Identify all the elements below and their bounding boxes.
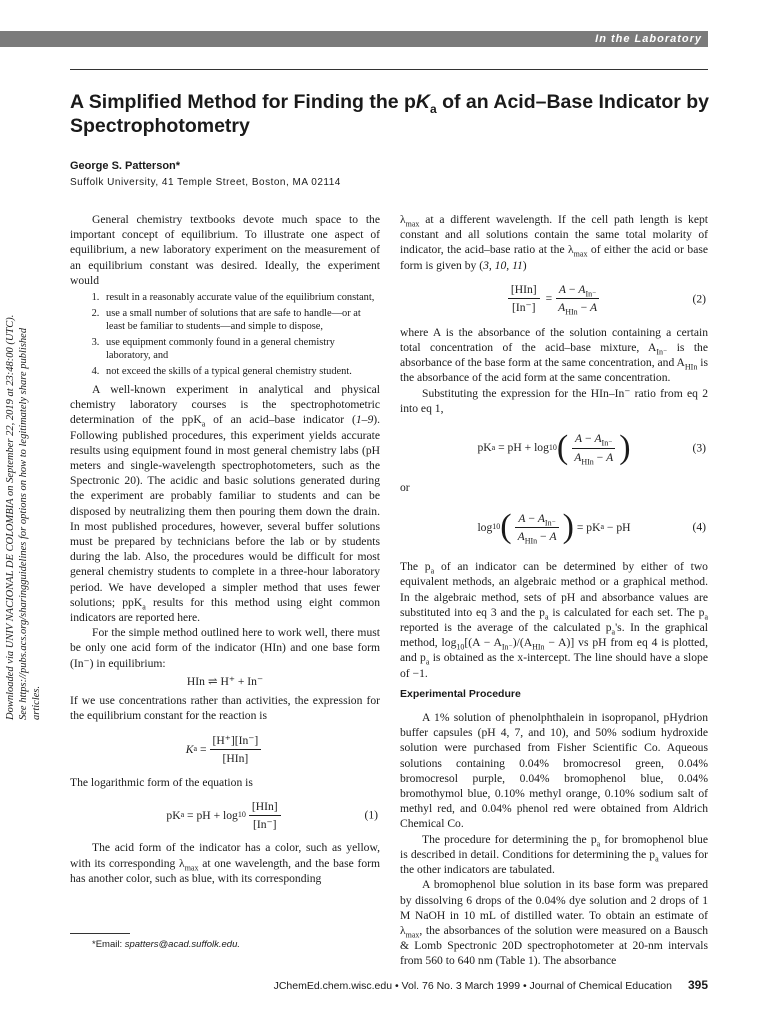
author-affiliation: Suffolk University, 41 Temple Street, Boston, MA 02114 [70,177,341,188]
intro-paragraph: General chemistry textbooks devote much space to the important concept of equilibrium. To illustrate one aspect of equilibrium, a new laboratory experiment on the measurement of an equilibrium constant was desired. Ideally, the experiment would [70,213,380,287]
equation-1: pK a = pH + log 10 $\frac{\text{[HIn]}}{[In^-]}$ (1) [166,799,378,831]
equation-number-1: (1) [364,808,378,822]
criteria-list [70,291,380,378]
title-k-symbol: K [415,91,430,113]
log-form-paragraph: The logarithmic form of the equation is [70,776,253,790]
criteria-item: 4. not exceed the skills of a typical general chemistry student. [102,365,380,378]
download-notice-sidebar [4,300,43,720]
left-column [70,212,380,886]
right-column [400,212,708,969]
equilibrium-paragraph: For the simple method outlined here to work well, there must be only one acid form of the indicator (HIn) and one base form (In⁻) in equilibrium: [70,626,380,670]
absorbance-definition-paragraph: where A is the absorbance of the solution containing a certain total concentration of the acid–base mixture, $A_{In^-}$ is the absorbance of the base form at the same concentration, and $A_{HIn}$ is the absorbance of the acid form at the same concentration. [400,325,708,385]
constant-paragraph: If we use concentrations rather than activities, the expression for the equilibrium constant for the reaction is [70,693,380,723]
section-header-bar [0,31,708,47]
methods-paragraph: The $p_a$ of an indicator can be determined by either of two equivalent methods, an algebraic method or a graphical method. In the algebraic method, sets of pH and absorbance values are substituted into eq 3 and the $p_a$ is calculated for each set. The $p_a$ reported is the average of the calculated $p_a's$. In the graphical method, $\log_{10}[(A - A_{In^-})/(A_{HIn} - A)]$ vs pH from eq 4 is plotted, and $p_a$ is obtained as the x-intercept. The line should have a slope of −1. [400,560,709,680]
procedure-detail-paragraph: A bromophenol blue solution in its base form was prepared by dissolving 6 drops of the 0.04% dye solution and 2 drops of 1 M NaOH in 10 mL of distilled water. To obtain an estimate of $\lambda_{max}$, the absorbances of the solution were measured on a Bausch & Lomb Spectronic 20D spectrophotometer at 20-nm intervals from 560 to 640 nm (Table 1). The absorbance [400,878,708,968]
ratio-paragraph: $\lambda_{max}$ at a different wavelength. If the cell path length is kept constant and all solutions contain the same total molarity of indicator, the acid–base ratio at the $\lambda_{max}$ of either the acid or base form is given by (3, 10, 11) [400,213,708,272]
equation-number-2: (2) [692,292,706,306]
title-a-subscript: a [430,101,437,116]
equilibrium-constant-equation: K a = $\frac{[H^+][In^-]}{\text{[HIn]}}$ [70,723,380,775]
materials-paragraph: A 1% solution of phenolphthalein in isopropanol, pHydrion buffer capsules (pH 4, 7, and 10), and 50% sodium hydroxide solution were purchased from Fisher Scientific Co. Aqueous solutions containing 0.04% bromocresol green, 0.04% bromocresol purple, 0.04% bromophenol blue, 0.04% bromothymol blue, 0.10% methyl orange, 0.10% sodium salt of methyl red, and 0.04% phenol red were obtained from Aldrich Chemical Co. [400,711,708,831]
equation-2: $\frac{\text{[HIn]}}{[In^-]}$ = $\frac{A - A_{In^-}}{A_{HIn} - A}$ (2) [400,273,708,325]
equation-4: log 10 ( $\frac{A - A_{In^-}}{A_{HIn} - A}$ ) = pK a − pH (4) [477,508,706,546]
page-number: 395 [687,978,708,992]
footnote: *Email: spatters@acad.suffolk.edu. [92,939,240,950]
criteria-item: 1. result in a reasonably accurate value of the equilibrium constant, [102,291,380,304]
title-text-start: A Simplified Method for Finding the p [70,91,416,113]
journal-citation: JChemEd.chem.wisc.edu • Vol. 76 No. 3 March 1999 • Journal of Chemical Education [273,980,672,992]
or-text: or [400,481,410,495]
color-paragraph: The acid form of the indicator has a color, such as yellow, with its corresponding $\lambda_{max}$ at one wavelength, and the base form has another color, such as blue, with its corresponding [70,841,380,885]
article-title [70,90,710,138]
download-notice-line-1: Downloaded via UNIV NACIONAL DE COLOMBIA on September 22, 2019 at 23:48:00 (UTC). [5,314,16,720]
footnote-divider [70,933,130,934]
experimental-procedure-heading: Experimental Procedure [400,687,521,700]
background-paragraph: A well-known experiment in analytical and physical chemistry laboratory courses is the spectrophotometric determination of the ppK$_a$ of an acid–base indicator (1–9). Following published procedures, this experiment yields accurate results using equipment found in most general chemistry labs (pH meters and single-wavelength spectrophotometers, such as the Spectronic 20). The acidic and basic solutions generated during the experiment are probably familiar to students and can be disposed by neutralizing them then pouring them down the drain. In most published procedures, however, several buffer solutions must be prepared by technicians before the lab or by students during the lab. Also, the procedures would be difficult for most general chemistry students to complete in a three-hour laboratory period. We have developed a simpler method that uses fewer solutions; ppK$_a$ results for this method using eight common indicators are reported here. [70,383,380,625]
top-divider [70,69,708,70]
equation-3: pK a = pH + log 10 ( $\frac{A - A_{In^-}}{A_{HIn} - A}$ ) (3) [477,429,706,467]
equation-number-3: (3) [692,441,706,455]
author-name: George S. Patterson* [70,160,181,172]
title-text-end: of an Acid–Base Indicator by Spectrophotometry [70,91,710,137]
substitution-paragraph: Substituting the expression for the HIn–In⁻ ratio from eq 2 into eq 1, [400,386,708,415]
download-notice-line-2[interactable]: See https://pubs.acs.org/sharingguidelines for options on how to legitimately share published articles. [18,327,42,720]
author-email-link[interactable]: spatters@acad.suffolk.edu. [124,939,240,950]
page-footer [70,978,708,992]
equation-number-4: (4) [692,520,706,534]
equilibrium-reaction: HIn ⇌ H⁺ + In⁻ [186,675,264,689]
procedure-intro-paragraph: The procedure for determining the $p_a$ for bromophenol blue is described in detail. Conditions for determining the $p_a$ values for the other indicators are tabulated. [400,832,709,877]
criteria-item: 2. use a small number of solutions that are safe to handle—or at least be familiar to students—and simple to dispose, [102,307,380,333]
criteria-item: 3. use equipment commonly found in a general chemistry laboratory, and [102,336,380,362]
section-label: In the Laboratory [595,33,702,45]
